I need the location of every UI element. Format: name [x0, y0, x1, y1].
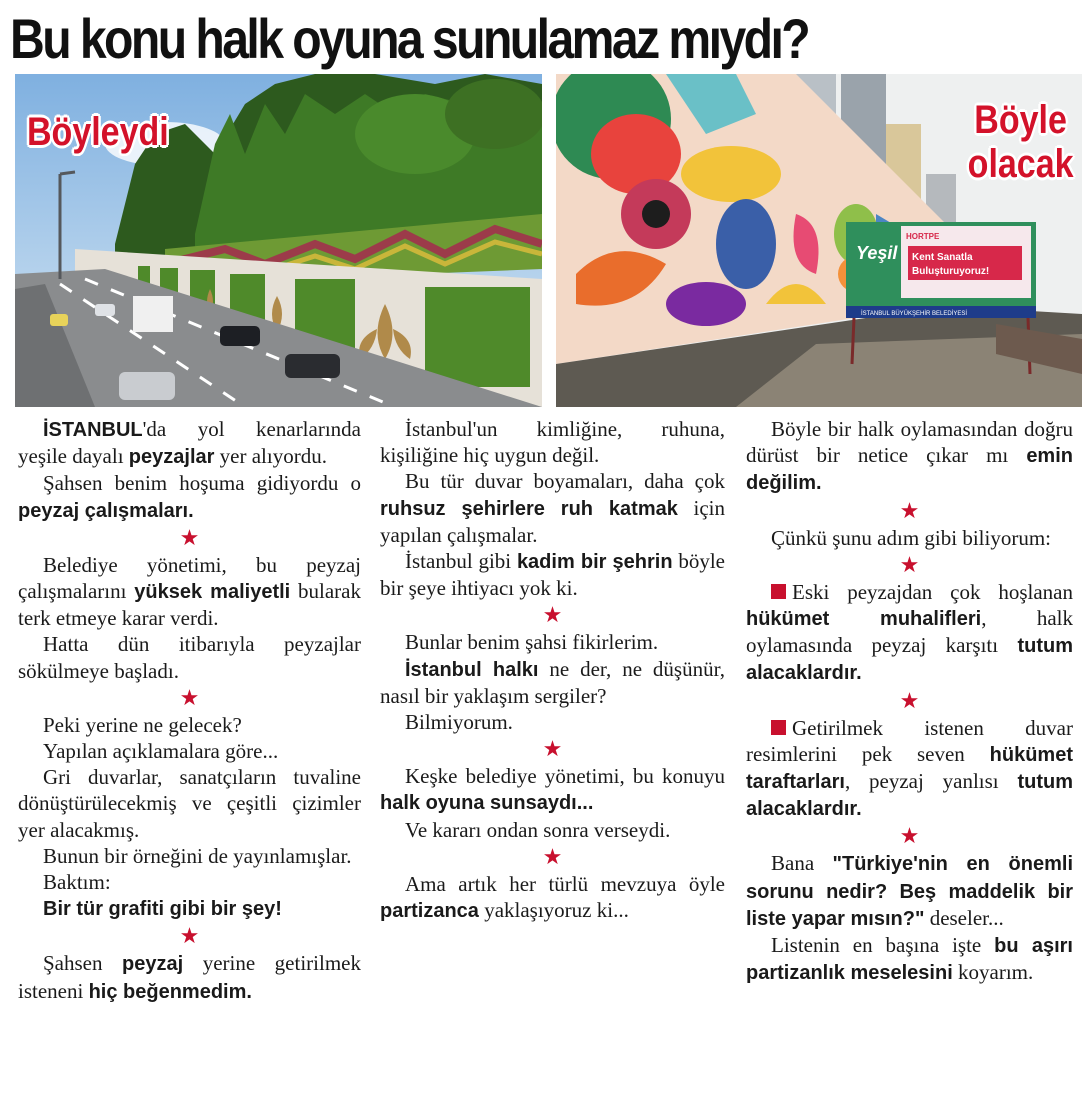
text: deseler... — [924, 905, 1004, 930]
bold-text: partizanca — [380, 900, 479, 923]
after-label-line2: olacak — [968, 142, 1074, 186]
after-label — [968, 98, 1074, 186]
text: İstanbul gibi — [405, 549, 517, 574]
headline: Bu konu halk oyuna sunulamaz mıydı? — [10, 7, 809, 70]
paragraph: Yapılan açıklamalara göre... — [43, 739, 279, 764]
paragraph: Hatta dün itibarıyla peyzajlar sökülmeye başladı. — [18, 632, 361, 683]
text: koyarım. — [952, 960, 1034, 985]
paragraph: Bunun bir örneğini de yayınlamışlar. — [43, 843, 352, 868]
paragraph — [746, 416, 1073, 497]
before-label: Böyleydi — [27, 110, 169, 154]
billboard-line1: Kent Sanatla — [912, 252, 973, 263]
star-separator: ★ — [899, 497, 920, 523]
photo-before — [15, 74, 542, 407]
text: yer alıyordu. — [214, 444, 327, 469]
text: ne der, ne düşünür, nasıl bir yaklaşım sergiler? — [380, 656, 725, 708]
text: yaklaşıyoruz ki... — [478, 898, 629, 923]
text: bularak terk etmeye karar verdi. — [18, 579, 361, 631]
paragraph: İstanbul'un kimliğine, ruhuna, kişiliğine hiç uygun değil. — [380, 417, 725, 468]
bold-text: Bir tür grafiti gibi bir şey! — [43, 898, 282, 921]
star-separator: ★ — [899, 551, 920, 577]
paragraph: Gri duvarlar, sanatçıların tuvaline dönüştürülecekmiş ve çeşitli çizimler yer alacakmış. — [18, 765, 361, 842]
paragraph — [18, 950, 361, 1004]
text: Şahsen — [43, 951, 123, 976]
paragraph — [18, 895, 361, 922]
paragraph: Bilmiyorum. — [405, 710, 513, 735]
bold-text: hiç beğenmedim. — [88, 980, 252, 1003]
text: 'da yol kenarlarında yeşile dayalı — [18, 417, 361, 469]
text: Getirilmek istenen duvar resimlerini pek seven — [746, 715, 1073, 766]
text: Belediye yönetimi, bu peyzaj çalışmalarını — [18, 552, 361, 604]
bold-text: peyzajlar — [128, 446, 215, 469]
square-bullet-icon — [771, 584, 786, 599]
paragraph — [18, 470, 361, 523]
paragraph: Baktım: — [43, 870, 111, 895]
square-bullet-icon — [771, 720, 786, 735]
paragraph: Bunlar benim şahsi fikirlerim. — [405, 630, 659, 655]
photo-after — [556, 74, 1082, 407]
paragraph — [18, 416, 361, 470]
bold-text: halk oyuna sunsaydı... — [380, 792, 594, 815]
paragraph — [746, 579, 1073, 687]
paragraph — [380, 548, 725, 601]
star-separator: ★ — [179, 684, 200, 710]
bold-text: ruhsuz şehirlere ruh katmak — [380, 497, 678, 520]
paragraph — [18, 552, 361, 632]
article-column-1 — [18, 416, 361, 1005]
paragraph — [380, 871, 725, 924]
text: Keşke belediye yönetimi, bu konuyu — [405, 764, 725, 789]
paragraph: Ve kararı ondan sonra verseydi. — [405, 817, 671, 842]
bold-text: tutum alacaklardır. — [746, 635, 1073, 685]
paragraph — [746, 715, 1073, 823]
paragraph: Çünkü şunu adım gibi biliyorum: — [771, 525, 1052, 550]
bold-text: peyzaj çalışmaları. — [18, 499, 194, 522]
billboard-line2: Buluşturuyoruz! — [912, 266, 990, 277]
billboard-footer: İSTANBUL BÜYÜKŞEHİR BELEDİYESİ — [861, 311, 968, 317]
bold-text: peyzaj — [122, 953, 184, 976]
article-column-3 — [746, 416, 1073, 986]
star-separator: ★ — [542, 736, 563, 762]
star-separator: ★ — [542, 602, 563, 628]
bold-text: kadim bir şehrin — [516, 551, 673, 574]
text: Bu tür duvar boyamaları, daha çok — [405, 469, 725, 494]
text: böyle bir şeye ihtiyacı yok ki. — [380, 549, 726, 601]
star-separator: ★ — [179, 524, 200, 550]
text: yerine getirilmek isteneni — [18, 951, 361, 1003]
star-separator: ★ — [542, 843, 563, 869]
article-column-2 — [380, 416, 725, 924]
bold-text: hükümet muhalifleri — [746, 608, 982, 631]
bold-text: İSTANBUL — [43, 419, 143, 441]
bold-text: yüksek maliyetli — [134, 581, 291, 604]
text: Eski peyzajdan çok hoşlanan — [792, 579, 1073, 604]
text: Bana — [771, 851, 833, 876]
paragraph — [380, 656, 725, 709]
text: Listenin en başına işte — [771, 933, 995, 958]
bold-text: hükümet taraftarları — [746, 743, 1073, 794]
text: , halk oylamasında peyzaj karşıtı — [746, 606, 1073, 658]
paragraph — [380, 763, 725, 816]
billboard-tag: HORTPE — [906, 232, 940, 241]
paragraph: Peki yerine ne gelecek? — [43, 712, 242, 737]
billboard-brand: Yeşil — [856, 243, 898, 263]
bold-text: "Türkiye'nin en önemli sorunu nedir? Beş maddelik bir liste yapar mısın?" — [746, 853, 1074, 930]
star-separator: ★ — [899, 687, 920, 713]
bold-text: İstanbul halkı — [405, 658, 539, 681]
after-label-line1: Böyle — [974, 98, 1068, 142]
text: , peyzaj yanlısı — [844, 769, 1018, 794]
bold-text: emin değilim. — [746, 445, 1073, 495]
star-separator: ★ — [179, 923, 200, 949]
text: Böyle bir halk oylamasından doğru dürüst bir netice çıkar mı — [746, 417, 1073, 468]
text: için yapılan çalışmalar. — [380, 495, 725, 547]
text: Şahsen benim hoşuma gidiyordu o — [43, 471, 361, 496]
paragraph — [380, 468, 725, 548]
paragraph — [746, 932, 1073, 986]
paragraph — [746, 850, 1073, 932]
bold-text: bu aşırı partizanlık meselesini — [746, 935, 1073, 985]
bold-text: tutum alacaklardır. — [746, 771, 1073, 821]
text: Ama artık her türlü mevzuya öyle — [405, 871, 725, 896]
star-separator: ★ — [899, 823, 920, 849]
